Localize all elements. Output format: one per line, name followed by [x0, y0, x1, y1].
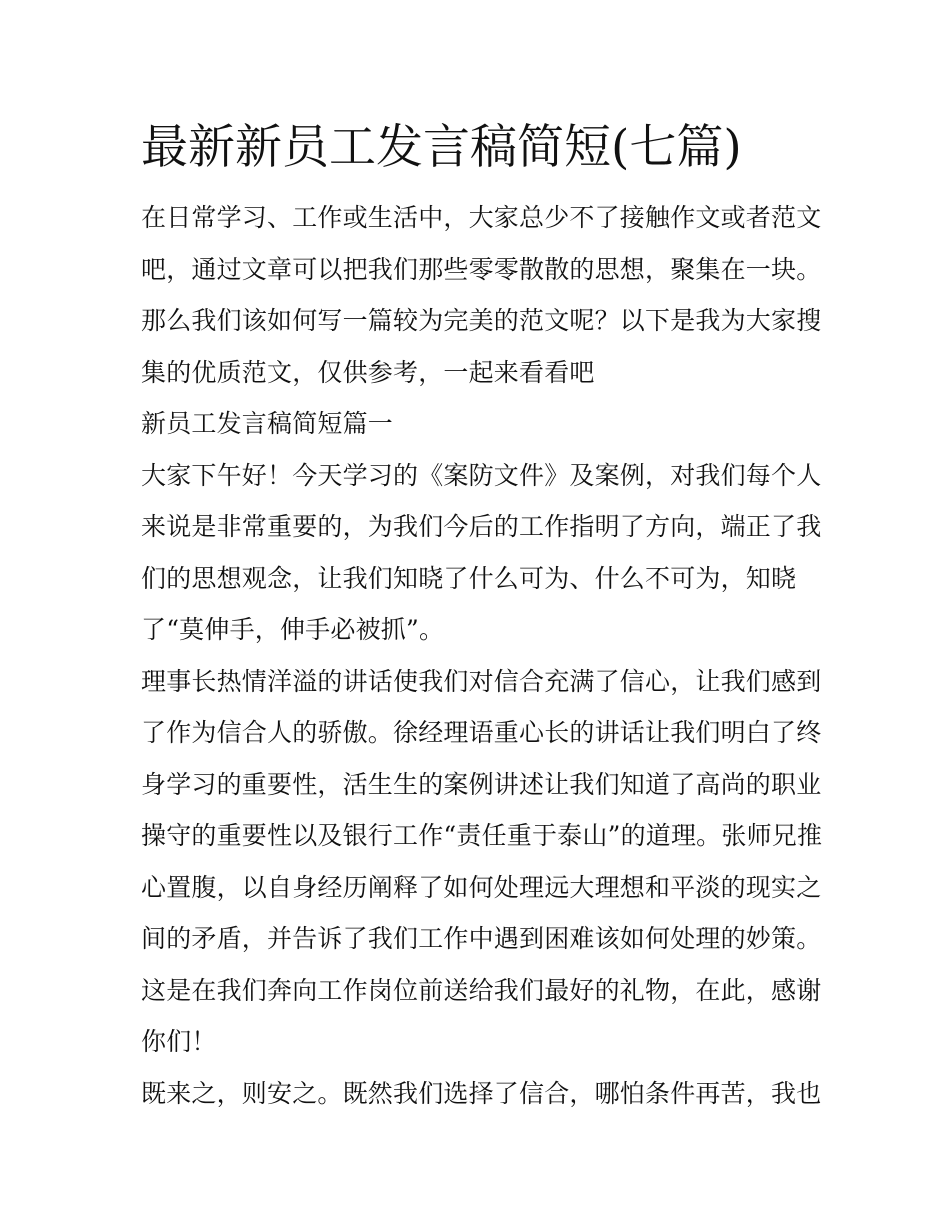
body-line: 身学习的重要性，活生生的案例讲述让我们知道了高尚的职业 [141, 769, 822, 799]
body-line: 了“莫伸手，伸手必被抓”。 [141, 615, 445, 644]
body-line: 理事长热情洋溢的讲话使我们对信合充满了信心，让我们感到 [141, 666, 822, 696]
body-line: 这是在我们奔向工作岗位前送给我们最好的礼物，在此，感谢 [141, 975, 822, 1005]
body-line: 既来之，则安之。既然我们选择了信合，哪怕条件再苦，我也 [141, 1078, 822, 1108]
body-line: 们的思想观念，让我们知晓了什么可为、什么不可为，知晓 [141, 563, 797, 593]
intro-line: 在日常学习、工作或生活中，大家总少不了接触作文或者范文 [141, 203, 822, 232]
body-line: 大家下午好！今天学习的《案防文件》及案例，对我们每个人 [141, 460, 822, 490]
section-heading: 新员工发言稿简短篇一 [141, 409, 394, 438]
body-line: 了作为信合人的骄傲。徐经理语重心长的讲话让我们明白了终 [141, 718, 822, 747]
body-line: 操守的重要性以及银行工作“责任重于泰山”的道理。张师兄推 [141, 821, 823, 850]
document-title: 最新新员工发言稿简短(七篇) [141, 120, 742, 175]
intro-line: 集的优质范文，仅供参考，一起来看看吧 [141, 357, 595, 387]
intro-line: 那么我们该如何写一篇较为完美的范文呢？以下是我为大家搜 [141, 306, 822, 335]
body-line: 你们！ [141, 1027, 217, 1056]
body-line: 间的矛盾，并告诉了我们工作中遇到困难该如何处理的妙策。 [141, 924, 822, 953]
intro-line: 吧，通过文章可以把我们那些零零散散的思想，聚集在一块。 [141, 254, 822, 284]
body-line: 来说是非常重要的，为我们今后的工作指明了方向，端正了我 [141, 512, 822, 541]
document-body [141, 108, 821, 1119]
body-line: 心置腹，以自身经历阐释了如何处理远大理想和平淡的现实之 [141, 872, 822, 902]
